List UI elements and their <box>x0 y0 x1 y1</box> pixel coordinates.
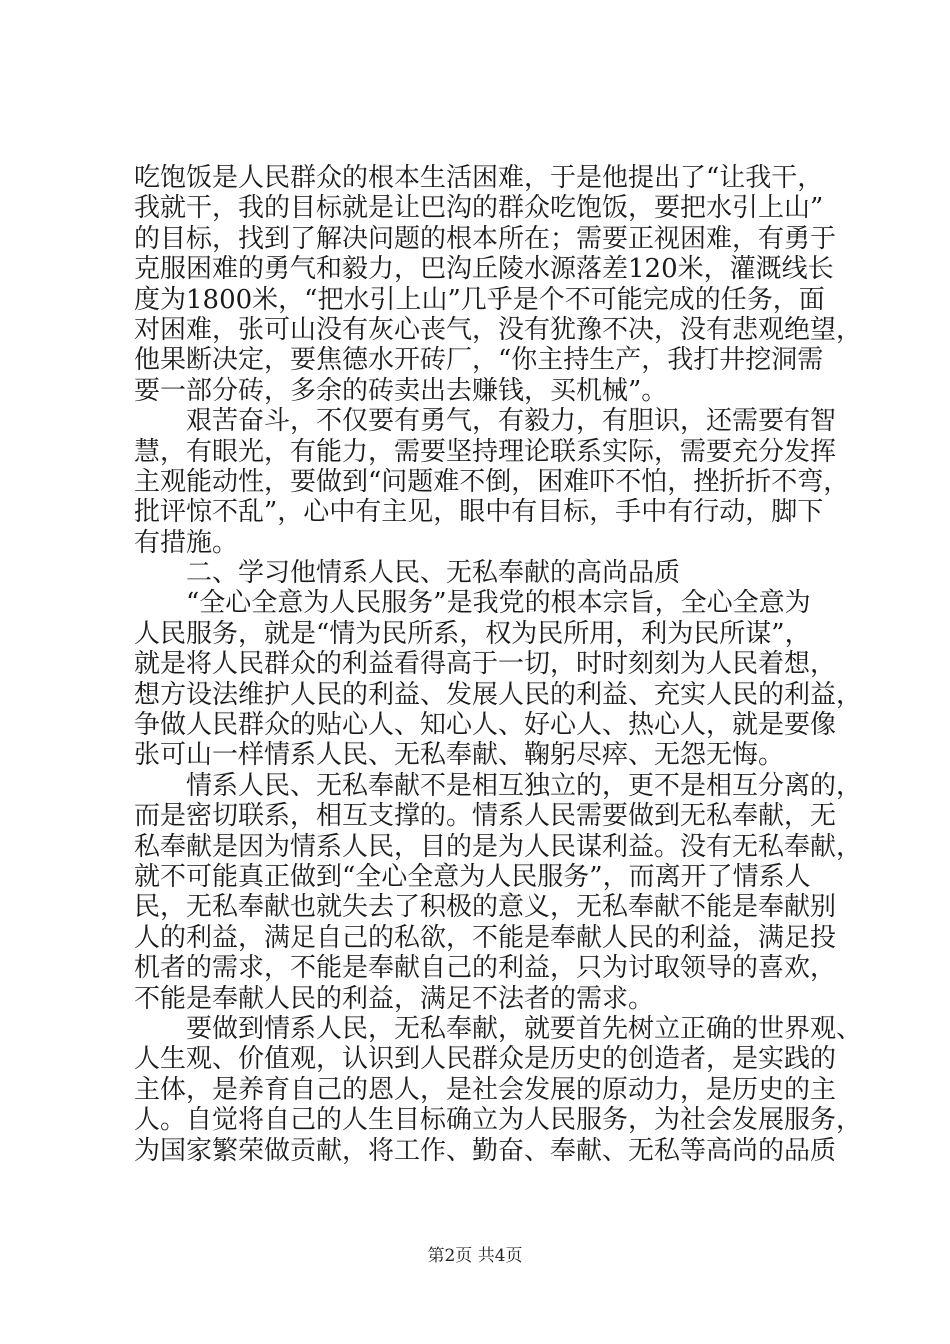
text-line: 机者的需求，不能是奉献自己的利益，只为讨取领导的喜欢， <box>134 953 837 984</box>
text-line: 对困难，张可山没有灰心丧气，没有犹豫不决，没有悲观绝望， <box>134 314 863 345</box>
paragraph-start-line: “全心全意为人民服务”是我党的根本宗旨，全心全意为 <box>186 588 811 619</box>
text-line: 就不可能真正做到“全心全意为人民服务”，而离开了情系人 <box>134 861 811 892</box>
text-line: 私奉献是因为情系人民，目的是为人民谋利益。没有无私奉献， <box>134 831 863 862</box>
text-line: 批评惊不乱”，心中有主见，眼中有目标，手中有行动，脚下 <box>134 497 824 528</box>
document-body <box>134 163 863 1166</box>
text-line: 民，无私奉献也就失去了积极的意义，无私奉献不能是奉献别 <box>134 892 837 923</box>
text-line: 人的利益，满足自己的私欲，不能是奉献人民的利益，满足投 <box>134 922 837 953</box>
paragraph-start-line: 艰苦奋斗，不仅要有勇气，有毅力，有胆识，还需要有智 <box>186 406 837 437</box>
page-number-footer: 第2页 共4页 <box>427 1246 523 1266</box>
text-line: 不能是奉献人民的利益，满足不法者的需求。 <box>134 983 655 1014</box>
paragraph-start-line: 要做到情系人民，无私奉献，就要首先树立正确的世界观、 <box>186 1013 863 1044</box>
text-line: 克服困难的勇气和毅力，巴沟丘陵水源落差120米，灌溉线长 <box>134 254 834 285</box>
text-line: 人生观、价值观，认识到人民群众是历史的创造者，是实践的 <box>134 1044 837 1075</box>
paragraph-start-line: 情系人民、无私奉献不是相互独立的，更不是相互分离的， <box>186 770 863 801</box>
text-line: 我就干，我的目标就是让巴沟的群众吃饱饭，要把水引上山” <box>134 193 824 224</box>
text-line: 想方设法维护人民的利益、发展人民的利益、充实人民的利益， <box>134 679 863 710</box>
text-line: 慧，有眼光，有能力，需要坚持理论联系实际，需要充分发挥 <box>134 436 837 467</box>
text-line: 为国家繁荣做贡献，将工作、勤奋、奉献、无私等高尚的品质 <box>134 1135 837 1166</box>
text-line: 人。自觉将自己的人生目标确立为人民服务，为社会发展服务， <box>134 1105 863 1136</box>
text-line: 有措施。 <box>134 527 239 558</box>
section-heading: 二、学习他情系人民、无私奉献的高尚品质 <box>186 558 681 589</box>
text-line: 主观能动性，要做到“问题难不倒，困难吓不怕，挫折折不弯， <box>134 466 850 497</box>
text-line: 主体，是养育自己的恩人，是社会发展的原动力，是历史的主 <box>134 1074 837 1105</box>
text-line: 人民服务，就是“情为民所系，权为民所用，利为民所谋”， <box>134 618 811 649</box>
text-line: 要一部分砖，多余的砖卖出去赚钱，买机械”。 <box>134 375 668 406</box>
text-line: 而是密切联系，相互支撑的。情系人民需要做到无私奉献，无 <box>134 801 837 832</box>
text-line: 吃饱饭是人民群众的根本生活困难，于是他提出了“让我干， <box>134 163 824 193</box>
text-line: 就是将人民群众的利益看得高于一切，时时刻刻为人民着想， <box>134 649 837 680</box>
text-line: 度为1800米，“把水引上山”几乎是个不可能完成的任务，面 <box>134 284 825 315</box>
text-line: 他果断决定，要焦德水开砖厂，“你主持生产，我打井挖洞需 <box>134 345 824 376</box>
text-line: 的目标，找到了解决问题的根本所在；需要正视困难，有勇于 <box>134 223 837 254</box>
text-line: 张可山一样情系人民、无私奉献、鞠躬尽瘁、无怨无悔。 <box>134 740 785 771</box>
text-line: 争做人民群众的贴心人、知心人、好心人、热心人，就是要像 <box>134 710 837 741</box>
